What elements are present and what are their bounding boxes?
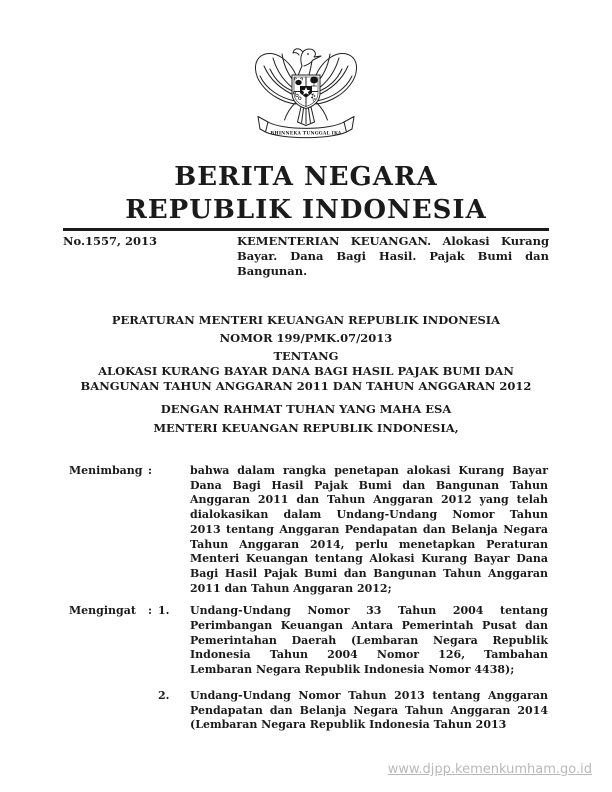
masthead xyxy=(0,161,612,227)
mengingat-item-2-text: Undang-Undang Nomor Tahun 2013 tentang Anggaran Pendapatan dan Belanja Negara Tahun Anggaran 2014 (Lembaran Negara Republik Indonesia Tahun 2013 xyxy=(190,688,548,732)
regulation-authority: MENTERI KEUANGAN REPUBLIK INDONESIA, xyxy=(153,421,459,435)
mengingat-label: Mengingat xyxy=(69,604,136,618)
masthead-divider xyxy=(63,228,549,231)
regulation-invocation: DENGAN RAHMAT TUHAN YANG MAHA ESA xyxy=(160,402,452,416)
menimbang-number-cell xyxy=(158,464,190,596)
mengingat-row-1 xyxy=(69,604,548,678)
regulation-heading xyxy=(66,313,546,436)
issue-row xyxy=(63,234,549,279)
menimbang-row xyxy=(69,464,548,596)
regulation-institution: PERATURAN MENTERI KEUANGAN REPUBLIK INDONESIA xyxy=(111,313,501,327)
menimbang-label: Menimbang xyxy=(69,464,143,477)
regulation-title: ALOKASI KURANG BAYAR DANA BAGI HASIL PAJAK BUMI DAN BANGUNAN TAHUN ANGGARAN 2011 DAN TAHUN ANGGARAN 2012 xyxy=(80,364,532,393)
regulation-about-label: TENTANG xyxy=(273,349,339,363)
regulation-body xyxy=(69,464,548,733)
subject-abstract: KEMENTERIAN KEUANGAN. Alokasi Kurang Bayar. Dana Bagi Hasil. Pajak Bumi dan Bangunan. xyxy=(237,234,549,278)
masthead-title-line1: BERITA NEGARA xyxy=(174,162,438,192)
issue-number: No.1557, 2013 xyxy=(63,234,158,248)
masthead-title-line2: REPUBLIK INDONESIA xyxy=(125,195,487,225)
menimbang-colon: : xyxy=(148,464,153,477)
mengingat-colon: : xyxy=(148,604,153,618)
mengingat-item-1-text: Undang-Undang Nomor 33 Tahun 2004 tentang Perimbangan Keuangan Antara Pemerintah Pusat dan Pemerintahan Daerah (Lembaran Negara Republik Indonesia Tahun 2004 Nomor 126, Tambahan Lembaran Negara Republik Indonesia Nomor 4438); xyxy=(190,604,548,677)
watermark-url[interactable]: www.djpp.kemenkumham.go.id xyxy=(387,762,592,777)
garuda-emblem-icon xyxy=(250,45,362,141)
regulation-number: NOMOR 199/PMK.07/2013 xyxy=(219,331,393,345)
mengingat-row-2 xyxy=(69,689,548,733)
emblem-ribbon-text: BHINNEKA TUNGGAL IKA xyxy=(270,131,342,137)
menimbang-text: bahwa dalam rangka penetapan alokasi Kurang Bayar Dana Bagi Hasil Pajak Bumi dan Bangunan Tahun Anggaran 2011 dan Tahun Anggaran 2012 yang telah dialokasikan dalam Undang-Undang Nomor Tahun 2013 tentang Anggaran Pendapatan dan Belanja Negara Tahun Anggaran 2014, perlu menetapkan Peraturan Menteri Keuangan tentang Alokasi Kurang Bayar Dana Bagi Hasil Pajak Bumi dan Bangunan Tahun Anggaran 2011 dan Tahun Anggaran 2012; xyxy=(190,464,548,595)
mengingat-item-2-number: 2. xyxy=(158,688,170,702)
mengingat-item-1-number: 1. xyxy=(158,604,170,618)
